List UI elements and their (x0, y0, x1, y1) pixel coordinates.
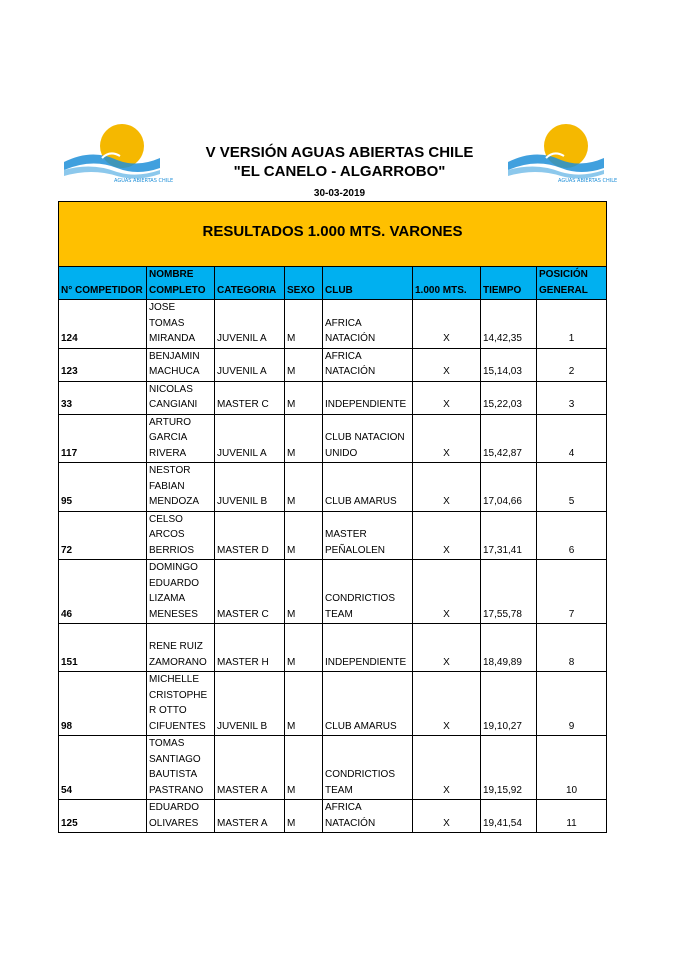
competitor-name: RENE RUIZ ZAMORANO (147, 624, 215, 672)
competitor-number: 33 (59, 381, 147, 414)
club: MASTER PEÑALOLEN (323, 511, 413, 560)
table-row (59, 560, 607, 624)
col-header-name: NOMBRE COMPLETO (147, 267, 215, 300)
position: 5 (537, 463, 607, 512)
competitor-name: EDUARDO OLIVARES (147, 800, 215, 833)
club: INDEPENDIENTE (323, 381, 413, 414)
category: MASTER H (215, 624, 285, 672)
category: MASTER A (215, 736, 285, 800)
competitor-name: NICOLAS CANGIANI (147, 381, 215, 414)
position: 3 (537, 381, 607, 414)
time: 17,04,66 (481, 463, 537, 512)
category: JUVENIL A (215, 348, 285, 381)
distance-mark: X (413, 624, 481, 672)
event-date: 30-03-2019 (313, 188, 366, 199)
competitor-number: 95 (59, 463, 147, 512)
distance-mark: X (413, 672, 481, 736)
category: MASTER C (215, 560, 285, 624)
col-header-time: TIEMPO (481, 267, 537, 300)
competitor-number: 123 (59, 348, 147, 381)
competitor-number: 117 (59, 414, 147, 463)
competitor-number: 46 (59, 560, 147, 624)
position: 11 (537, 800, 607, 833)
sex: M (285, 348, 323, 381)
category: JUVENIL B (215, 672, 285, 736)
time: 14,42,35 (481, 300, 537, 349)
distance-mark: X (413, 736, 481, 800)
distance-mark: X (413, 414, 481, 463)
category: MASTER D (215, 511, 285, 560)
time: 17,31,41 (481, 511, 537, 560)
competitor-name: ARTURO GARCIA RIVERA (147, 414, 215, 463)
sex: M (285, 624, 323, 672)
club: AFRICA NATACIÓN (323, 300, 413, 349)
results-table (58, 201, 607, 833)
competitor-number: 124 (59, 300, 147, 349)
sex: M (285, 381, 323, 414)
club: CLUB AMARUS (323, 672, 413, 736)
event-title: V VERSIÓN AGUAS ABIERTAS CHILE (205, 144, 474, 161)
category: MASTER C (215, 381, 285, 414)
position: 6 (537, 511, 607, 560)
competitor-name: JOSE TOMAS MIRANDA (147, 300, 215, 349)
position: 10 (537, 736, 607, 800)
club: CLUB AMARUS (323, 463, 413, 512)
sex: M (285, 414, 323, 463)
distance-mark: X (413, 463, 481, 512)
club: AFRICA NATACIÓN (323, 800, 413, 833)
distance-mark: X (413, 560, 481, 624)
competitor-name: MICHELLE CRISTOPHER OTTO CIFUENTES (147, 672, 215, 736)
col-header-category: CATEGORIA (215, 267, 285, 300)
competitor-name: NESTOR FABIAN MENDOZA (147, 463, 215, 512)
time: 15,42,87 (481, 414, 537, 463)
competitor-number: 151 (59, 624, 147, 672)
club: INDEPENDIENTE (323, 624, 413, 672)
position: 1 (537, 300, 607, 349)
category: JUVENIL A (215, 300, 285, 349)
competitor-number: 54 (59, 736, 147, 800)
table-row (59, 300, 607, 349)
distance-mark: X (413, 300, 481, 349)
distance-mark: X (413, 511, 481, 560)
col-header-competitor: N° COMPETIDOR (59, 267, 147, 300)
table-row (59, 348, 607, 381)
results-banner: RESULTADOS 1.000 MTS. VARONES (59, 202, 607, 267)
table-row (59, 672, 607, 736)
competitor-number: 125 (59, 800, 147, 833)
sex: M (285, 560, 323, 624)
col-header-distance: 1.000 MTS. (413, 267, 481, 300)
results-banner-row (59, 202, 607, 267)
position: 2 (537, 348, 607, 381)
time: 18,49,89 (481, 624, 537, 672)
position: 9 (537, 672, 607, 736)
table-row (59, 624, 607, 672)
distance-mark: X (413, 381, 481, 414)
time: 19,41,54 (481, 800, 537, 833)
club: AFRICA NATACIÓN (323, 348, 413, 381)
logo-text: AGUAS ABIERTAS CHILE (558, 178, 618, 184)
competitor-number: 72 (59, 511, 147, 560)
category: JUVENIL A (215, 414, 285, 463)
event-subtitle: "EL CANELO - ALGARROBO" (233, 163, 446, 180)
club: CONDRICTIOS TEAM (323, 736, 413, 800)
distance-mark: X (413, 800, 481, 833)
sex: M (285, 800, 323, 833)
table-row (59, 736, 607, 800)
column-header-row (59, 267, 607, 300)
position: 4 (537, 414, 607, 463)
sex: M (285, 511, 323, 560)
col-header-club: CLUB (323, 267, 413, 300)
competitor-name: TOMAS SANTIAGO BAUTISTA PASTRANO (147, 736, 215, 800)
competitor-name: CELSO ARCOS BERRIOS (147, 511, 215, 560)
sex: M (285, 736, 323, 800)
sex: M (285, 300, 323, 349)
category: JUVENIL B (215, 463, 285, 512)
time: 19,10,27 (481, 672, 537, 736)
club: CONDRICTIOS TEAM (323, 560, 413, 624)
table-row (59, 511, 607, 560)
club: CLUB NATACION UNIDO (323, 414, 413, 463)
position: 8 (537, 624, 607, 672)
competitor-name: BENJAMIN MACHUCA (147, 348, 215, 381)
competitor-name: DOMINGO EDUARDO LIZAMA MENESES (147, 560, 215, 624)
table-row (59, 800, 607, 833)
sex: M (285, 672, 323, 736)
time: 19,15,92 (481, 736, 537, 800)
sex: M (285, 463, 323, 512)
distance-mark: X (413, 348, 481, 381)
position: 7 (537, 560, 607, 624)
category: MASTER A (215, 800, 285, 833)
logo-text: AGUAS ABIERTAS CHILE (114, 178, 174, 184)
time: 15,14,03 (481, 348, 537, 381)
col-header-position: POSICIÓN GENERAL (537, 267, 607, 300)
table-row (59, 463, 607, 512)
table-row (59, 381, 607, 414)
table-row (59, 414, 607, 463)
time: 17,55,78 (481, 560, 537, 624)
time: 15,22,03 (481, 381, 537, 414)
col-header-sex: SEXO (285, 267, 323, 300)
competitor-number: 98 (59, 672, 147, 736)
